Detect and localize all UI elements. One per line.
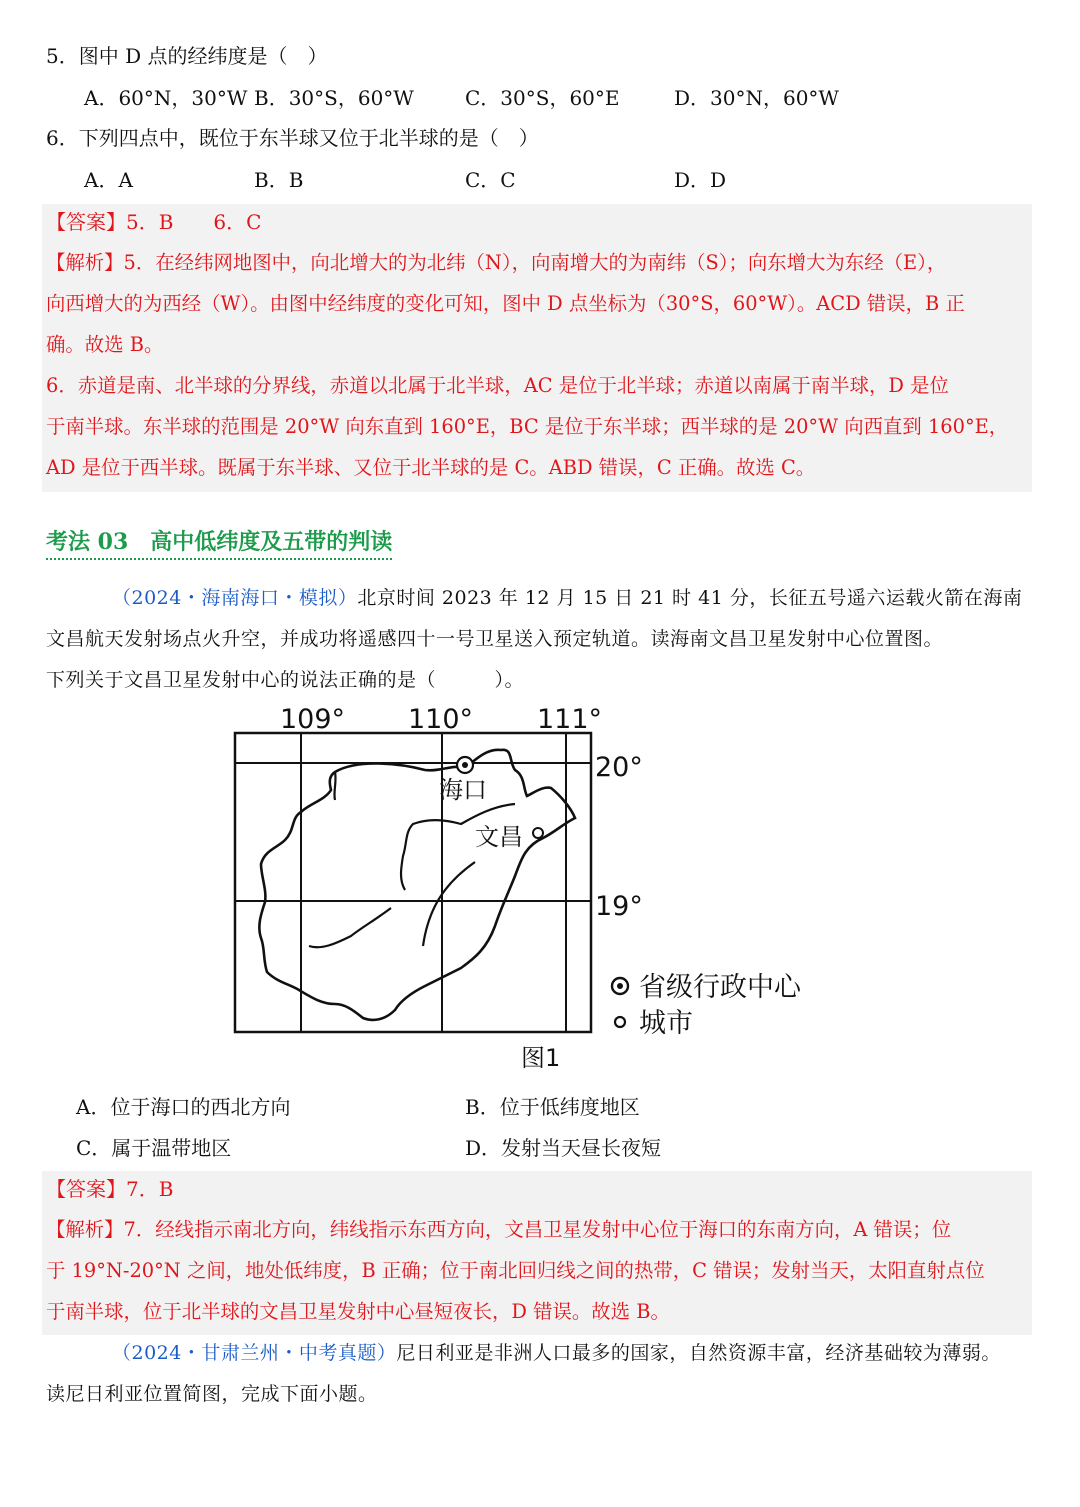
analysis-line-5: 于南半球。东半球的范围是 20°W 向东直到 160°E，BC 是位于东半球；西半球的是 20°W 向西直到 160°E，: [46, 415, 1009, 438]
legend-city-icon: [615, 1017, 625, 1027]
lat-label-19: 19°: [595, 891, 643, 922]
q8-stem-text-1: 尼日利亚是非洲人口最多的国家，自然资源丰富，经济基础较为薄弱。: [396, 1342, 1001, 1364]
hainan-island-outline: [259, 750, 575, 1020]
q7-option-c: C．属于温带地区: [76, 1136, 232, 1160]
analysis-line-2: 向西增大的为西经（W）。由图中经纬度的变化可知，图中 D 点坐标为（30°S，60°W）。ACD 错误，B 正: [46, 292, 965, 315]
lon-label-111: 111°: [537, 704, 603, 735]
q6-option-b: B．B: [254, 168, 304, 192]
q5-option-c: C．30°S，60°E: [465, 86, 620, 110]
section-title: [46, 525, 392, 560]
q7-option-b: B．位于低纬度地区: [465, 1095, 640, 1119]
q7-source: （2024・海南海口・模拟）: [112, 587, 358, 609]
hainan-map: [225, 700, 845, 1080]
q5-option-a: A．60°N，30°W: [84, 86, 248, 110]
wenchang-marker: [533, 828, 543, 838]
q6-stem: 6．下列四点中，既位于东半球又位于北半球的是（ ）: [46, 126, 539, 150]
analysis-7-line-2: 于 19°N-20°N 之间，地处低纬度，B 正确；位于南北回归线之间的热带，C 错误；发射当天，太阳直射点位: [46, 1259, 985, 1282]
q7-stem-text-1: 北京时间 2023 年 12 月 15 日 21 时 41 分，长征五号遥六运载火箭在海南: [357, 587, 1023, 609]
answer-5-6: 【答案】5．B 6．C: [46, 210, 262, 234]
analysis-line-1: 【解析】5．在经纬网地图中，向北增大的为北纬（N），向南增大的为南纬（S）；向东增大为东经（E），: [46, 251, 947, 274]
analysis-line-6: AD 是位于西半球。既属于东半球、又位于北半球的是 C。ABD 错误，C 正确。故选 C。: [46, 456, 816, 479]
q7-stem-line-2: 文昌航天发射场点火升空，并成功将遥感四十一号卫星送入预定轨道。读海南文昌卫星发射中心位置图。: [46, 628, 944, 650]
q8-stem-line-2: 读尼日利亚位置简图，完成下面小题。: [46, 1383, 378, 1405]
analysis-line-4: 6．赤道是南、北半球的分界线，赤道以北属于北半球，AC 是位于北半球；赤道以南属于南半球，D 是位: [46, 374, 949, 397]
coast-detail: [334, 772, 335, 800]
legend-city-label: 城市: [639, 1008, 693, 1039]
answer-block-7: [42, 1171, 1032, 1335]
answer-7: 【答案】7．B: [46, 1177, 174, 1201]
answer-block-5-6: [42, 204, 1032, 492]
q6-option-d: D．D: [674, 168, 727, 192]
q7-stem-line-1: [112, 583, 1022, 610]
q8-source: （2024・甘肃兰州・中考真题）: [112, 1342, 397, 1364]
haikou-marker-dot: [462, 762, 468, 768]
section-name: 高中低纬度及五带的判读: [150, 530, 393, 555]
q6-option-a: A．A: [84, 168, 133, 192]
q5-option-b: B．30°S，60°W: [254, 86, 414, 110]
river-wanquan: [423, 862, 475, 946]
q7-stem-line-3: 下列关于文昌卫星发射中心的说法正确的是（ ）。: [46, 669, 525, 691]
map-frame: [235, 733, 591, 1032]
q5-option-d: D．30°N，60°W: [674, 86, 839, 110]
analysis-7-line-3: 于南半球，位于北半球的文昌卫星发射中心昼短夜长，D 错误。故选 B。: [46, 1300, 670, 1323]
q7-option-d: D．发射当天昼长夜短: [465, 1136, 662, 1160]
figure-caption: 图1: [521, 1044, 561, 1072]
q7-option-a: A．位于海口的西北方向: [76, 1095, 291, 1119]
q8-stem-line-1: [112, 1338, 1001, 1365]
lat-label-20: 20°: [595, 752, 643, 783]
lon-label-109: 109°: [280, 704, 346, 735]
legend-provincial-label: 省级行政中心: [639, 972, 801, 1003]
city-label-wenchang: 文昌: [475, 823, 523, 851]
section-number: 考法 03: [46, 529, 129, 555]
river-changhua: [309, 908, 391, 947]
analysis-line-3: 确。故选 B。: [46, 333, 164, 356]
city-label-haikou: 海口: [439, 776, 487, 804]
lon-label-110: 110°: [408, 704, 474, 735]
q6-option-c: C．C: [465, 168, 516, 192]
q5-stem: 5．图中 D 点的经纬度是（ ）: [46, 44, 328, 68]
analysis-7-line-1: 【解析】7．经线指示南北方向，纬线指示东西方向，文昌卫星发射中心位于海口的东南方向，A 错误；位: [46, 1218, 952, 1241]
legend-provincial-icon-dot: [617, 983, 623, 989]
